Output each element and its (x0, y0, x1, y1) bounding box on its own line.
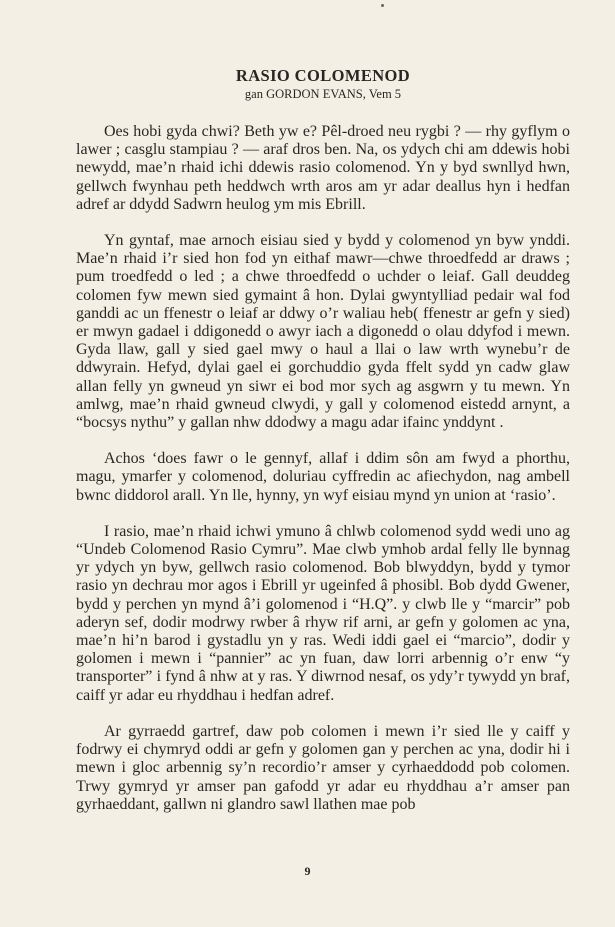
paragraph-3: Achos ‘does fawr o le gennyf, allaf i ddim sôn am fwyd a phorthu, magu, ymarfer y colomenod, doluriau cyffredin ac afiechydon, nag ambell bwnc diddorol arall. Yn lle, hynny, yn wyf eisiau mynd yn union at ‘rasio’. (76, 450, 570, 504)
paragraph-1: Oes hobi gyda chwi? Beth yw e? Pêl-droed neu rygbi ? — rhy gyflym o lawer ; casglu stampiau ? — araf dros ben. Na, os ydych chi am ddewis hobi newydd, mae’n rhaid ichi ddewis rasio colomenod. Yn y byd swnllyd hwn, gellwch fwynhau peth heddwch wrth aros am yr adar deallus hyn i hedfan adref ar ddydd Sadwrn heulog ym mis Ebrill. (76, 123, 570, 213)
paragraph-4: I rasio, mae’n rhaid ichwi ymuno â chlwb colomenod sydd wedi uno ag “Undeb Colomenod Rasio Cymru”. Mae clwb ymhob ardal felly lle bynnag yr ydych yn byw, gellwch rasio colomenod. Bob blwyddyn, bydd y tymor rasio yn dechrau mor agos i Ebrill yr ugeinfed â phosibl. Bob dydd Gwener, bydd y perchen yn mynd â’i golomenod i “H.Q”. y clwb lle y “marcir” pob aderyn sef, dodir modrwy rwber â rhyw rif arni, ar gefn y golomen ac yna, mae’n hi’n barod i gystadlu yn y ras. Wedi iddi gael ei “marcio”, dodir y golomen i mewn i “pannier” ac yn fuan, daw lorri arbennig o’r enw “y transporter” i fynd â nhw at y ras. Y diwrnod nesaf, os ydy’r tywydd yn braf, caiff yr adar eu rhyddhau i hedfan adref. (76, 522, 570, 704)
article-title: RASIO COLOMENOD (235, 66, 411, 85)
paragraph-5: Ar gyrraedd gartref, daw pob colomen i mewn i’r sied lle y caiff y fodrwy ei chymryd oddi ar gefn y golomen gan y perchen ac yna, dodir hi i mewn i gloc arbennig sy’n recordio’r amser y cyrhaeddodd pob colomen. Trwy gymryd yr amser pan gafodd yr adar eu rhyddhau a’r amser pan gyrhaeddant, gallwn ni glandro sawl llathen mae pob (76, 722, 570, 813)
paragraph-2: Yn gyntaf, mae arnoch eisiau sied y bydd y colomenod yn byw ynddi. Mae’n rhaid i’r sied hon fod yn eithaf mawr—chwe throedfedd ar draws ; pum troedfedd o led ; a chwe throedfedd o uchder o leiaf. Gall deuddeg colomen fyw mewn sied gymaint â hon. Dylai gwyntylliad pedair wal fod ganddi ac un ffenestr o leiaf ar ddwy o’r waliau heb( ffenestr ar gefn y sied) er mwyn gadael i ddigonedd o awyr iach a digonedd o olau ddyfod i mewn. Gyda llaw, gall y sied gael mwy o haul a llai o law wrth wynebu’r de ddwyrain. Hefyd, dylai gael ei gorchuddio gyda ffelt sydd yn cadw glaw allan felly yn gwneud yn siwr ei bod mor sych ag asgwrn y tu mewn. Yn amlwg, mae’n rhaid gwneud clwydi, y gall y colomenod eistedd arnynt, a “bocsys nythu” y gallan nhw ddodwy a magu adar ifainc ynddynt . (76, 232, 570, 432)
page-number: 9 (304, 864, 311, 878)
print-speck (381, 4, 384, 7)
article-byline: gan GORDON EVANS, Vem 5 (244, 87, 402, 101)
